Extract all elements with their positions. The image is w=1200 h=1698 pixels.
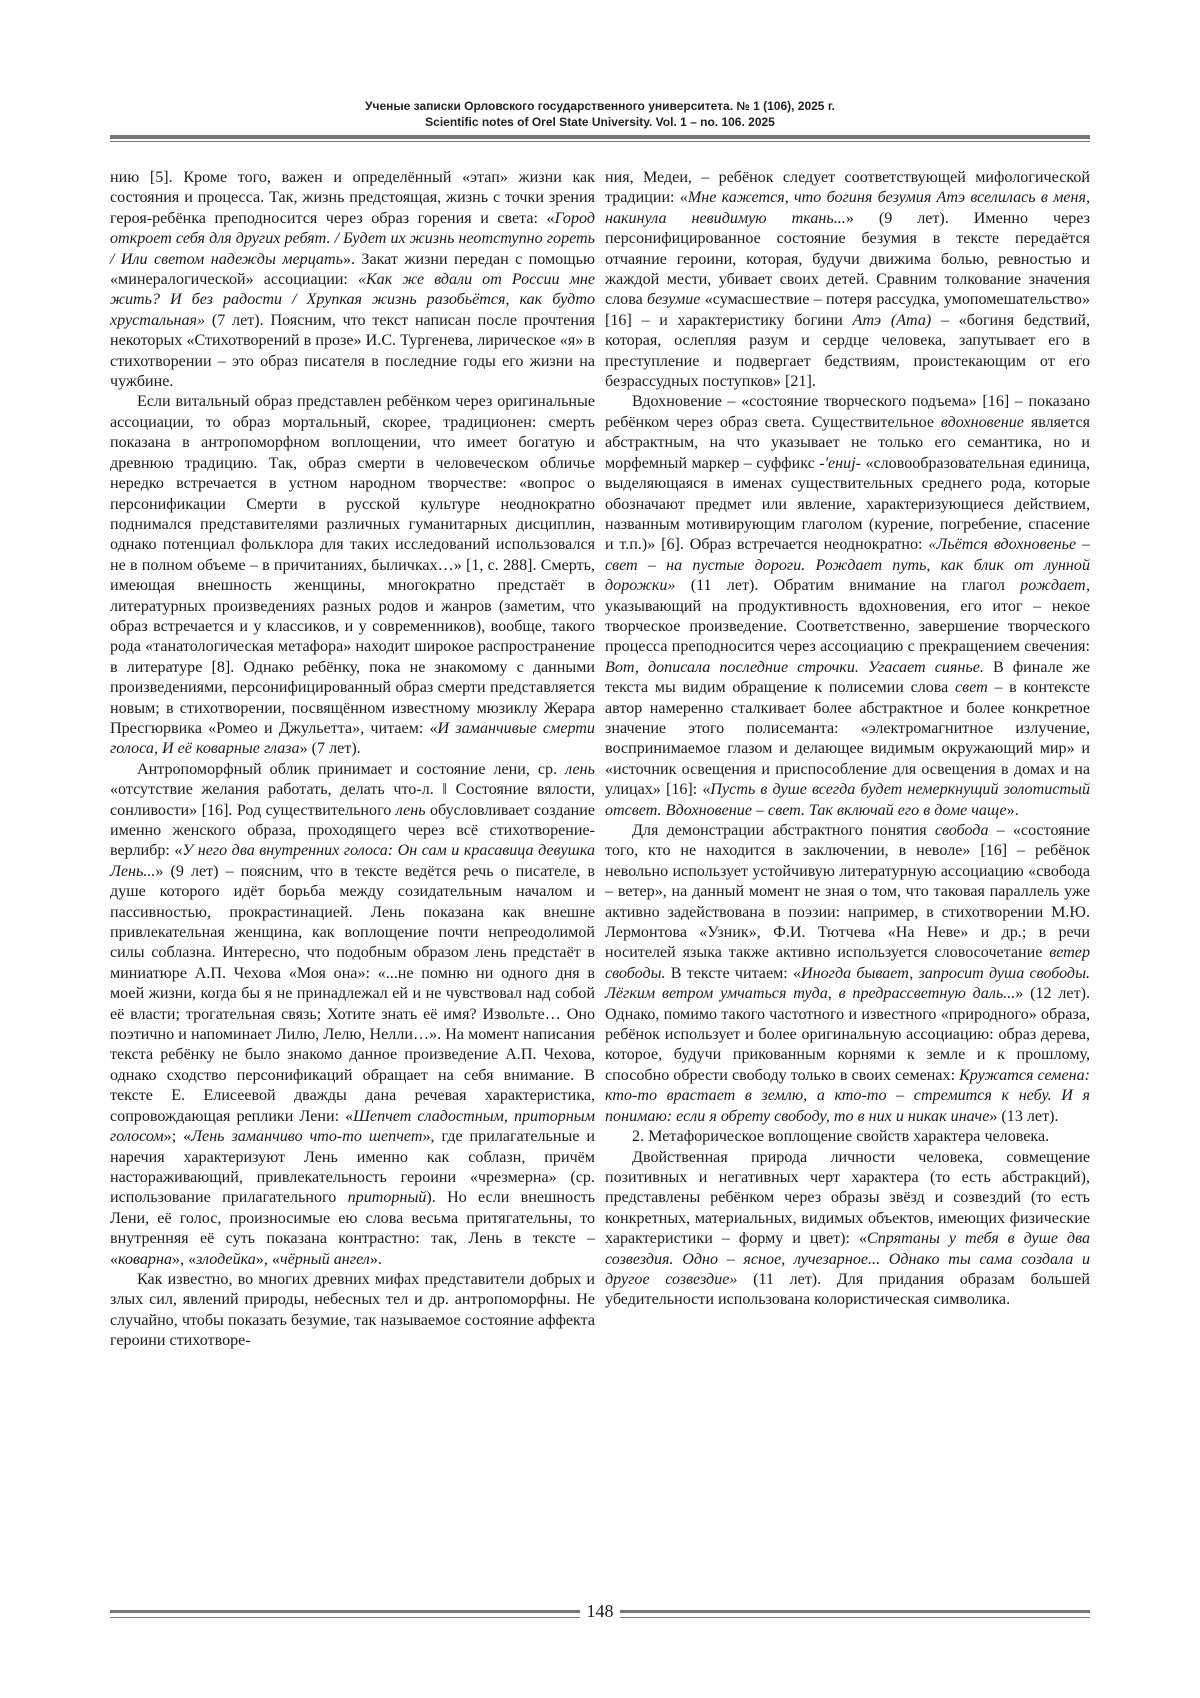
- journal-title-en: Scientific notes of Orel State University. Vol. 1 – no. 106. 2025: [425, 115, 775, 129]
- paragraph: Как известно, во многих древних мифах представители добрых и злых сил, явлений природы, небесных тел и др. антропоморфны. Не случайно, чтобы показать безумие, так называемое состояние аффекта героини стихотворе-: [110, 1270, 595, 1350]
- footer-rule-left-thin: [110, 1617, 580, 1618]
- journal-header: [110, 98, 1090, 130]
- header-rule-thin: [110, 141, 1090, 142]
- page-number: 148: [586, 1601, 614, 1621]
- paragraph: ния, Медеи, – ребёнок следует соответствующей мифологической традиции: «Мне кажется, что богиня безумия Атэ вселилась в меня, накинула невидимую ткань...» (9 лет). Именно через персонифицированное состояние безумия в тексте передаётся отчаяние героини, которая, будучи движима болью, ревностью и жаждой мести, убивает своих детей. Сравним толкование значения слова безумие «сумасшествие – потеря рассудка, умопомешательство» [16] – и характеристику богини Атэ (Ата) – «богиня бедствий, которая, ослепляя разум и сердце человека, запутывает его в преступление и подвергает бедствиям, проистекающим от его безрассудных поступков» [21].: [605, 169, 1090, 391]
- header-rule-thick: [110, 135, 1090, 139]
- left-column: [110, 168, 595, 1352]
- paragraph: Вдохновение – «состояние творческого подъема» [16] – показано ребёнком через образ света. Существительное вдохновение является абстрактным, на что указывает не только его семантика, но и морфемный маркер – суффикс -'ениј- «словообразовательная единица, выделяющаяся в именах существительных среднего рода, которые обозначают предмет или явление, характеризующиеся действием, названным мотивирующим глаголом (курение, погребение, спасение и т.п.)» [6]. Образ встречается неоднократно: «Льётся вдохновенье – свет – на пустые дороги. Рождает путь, как блик от лунной дорожки» (11 лет). Обратим внимание на глагол рождает, указывающий на продуктивность вдохновения, его итог – некое творческое произведение. Соответственно, завершение творческого процесса преподносится через ассоциацию с прекращением свечения: Вот, дописала последние строчки. Угасает сиянье. В финале же текста мы видим обращение к полисемии слова свет – в контексте автор намеренно сталкивает более абстрактное и более конкретное значение этого полисеманта: «электромагнитное излучение, воспринимаемое глазом и делающее видимым окружающий мир» и «источник освещения и приспособление для освещения в домах и на улицах» [16]: «Пусть в душе всегда будет немеркнущий золотистый отсвет. Вдохновение – свет. Так включай его в доме чаще».: [605, 393, 1090, 819]
- paragraph: Для демонстрации абстрактного понятия свобода – «состояние того, кто не находится в заключении, в неволе» [16] – ребёнок невольно использует устойчивую литературную ассоциацию «свобода – ветер», на данный момент не зная о том, что таковая параллель уже активно задействована в поэзии: например, в стихотворении М.Ю. Лермонтова «Узник», Ф.И. Тютчева «На Неве» и др.; в речи носителей языка также активно используется словосочетание ветер свободы. В тексте читаем: «Иногда бывает, запросит душа свободы. Лёгким ветром умчаться туда, в предрассветную даль...» (12 лет). Однако, помимо такого частотного и известного «природного» образа, ребёнок использует и более оригинальную ассоциацию: образ дерева, которое, будучи прикованным корнями к земле и к прошлому, способно обрести свободу только в своих семенах: Кружатся семена: кто-то врастает в землю, а кто-то – стремится к небу. И я понимаю: если я обрету свободу, то в них и никак иначе» (13 лет).: [605, 822, 1090, 1125]
- paragraph: Антропоморфный облик принимает и состояние лени, ср. лень «отсутствие желания работать, делать что-л. ‖ Состояние вялости, сонливости» [16]. Род существительного лень обусловливает создание именно женского образа, проходящего через всё стихотворение-верлибр: «У него два внутренних голоса: Он сам и красавица девушка Лень...» (9 лет) – поясним, что в тексте ведётся речь о писателе, в душе которого идёт борьба между созидательным началом и пассивностью, прокрастинацией. Лень показана как внешне привлекательная женщина, как воплощение почти непреодолимой силы соблазна. Интересно, что подобным образом лень предстаёт в миниатюре А.П. Чехова «Моя она»: «...не помню ни одного дня в моей жизни, когда бы я не принадлежал ей и не чувствовал над собой её власти; трогательная связь; Хотите знать её имя? Извольте… Оно поэтично и напоминает Лилю, Лелю, Нелли…». На момент написания текста ребёнку не было знакомо данное произведение А.П. Чехова, однако сходство персонификаций обращает на себя внимание. В тексте Е. Елисеевой дважды дана речевая характеристика, сопровождающая реплики Лени: «Шепчет сладостным, приторным голосом»; «Лень заманчиво что-то шепчет», где прилагательные и наречия характеризуют Лень именно как соблазн, причём настораживающий, привлекательность героини «чрезмерна» (ср. использование прилагательного приторный). Но если внешность Лени, её голос, произносимые ею слова весьма притягательны, то внутренняя её суть показана контрастно: так, Лень в тексте – «коварна», «злодейка», «чёрный ангел».: [110, 760, 596, 1268]
- footer-rule-left: [110, 1610, 580, 1613]
- numbered-heading: 2. Метафорическое воплощение свойств характера человека.: [632, 1128, 1050, 1146]
- footer-rule-right: [620, 1610, 1090, 1613]
- paragraph: нию [5]. Кроме того, важен и определённый «этап» жизни как состояния и процесса. Так, жизнь предстоящая, жизнь с точки зрения героя-ребёнка преподносится через образ горения и света: «Город откроет себя для других ребят. / Будет их жизнь неотступно гореть / Или светом надежды мерцать». Закат жизни передан с помощью «минералогической» ассоциации: «Как же вдали от России мне жить? И без радости / Хрупкая жизнь разобьётся, как будто хрустальная» (7 лет). Поясним, что текст написан после прочтения некоторых «Стихотворений в прозе» И.С. Тургенева, лирическое «я» в стихотворении – это образ писателя в последние годы его жизни на чужбине.: [110, 169, 595, 391]
- footer-rule-right-thin: [620, 1617, 1090, 1618]
- journal-title-ru: Ученые записки Орловского государственного университета. № 1 (106), 2025 г.: [365, 99, 835, 113]
- paragraph: Двойственная природа личности человека, совмещение позитивных и негативных черт характера (то есть абстракций), представлены ребёнком через образы звёзд и созвездий (то есть конкретных, материальных, видимых объектов, имеющих физические характеристики – форму и цвет): «Спрятаны у тебя в душе два созвездия. Одно – ясное, лучезарное... Однако ты сама создала и другое созвездие» (11 лет). Для придания образам большей убедительности использована колористическая символика.: [605, 1148, 1090, 1309]
- paragraph: Если витальный образ представлен ребёнком через оригинальные ассоциации, то образ мортальный, скорее, традиционен: смерть показана в антропоморфном воплощении, что имеет богатую и древнюю традицию. Так, образ смерти в человеческом обличье нередко встречается в устном народном творчестве: «вопрос о персонификации Смерти в русской культуре неоднократно поднимался представителями различных гуманитарных дисциплин, однако потенциал фольклора для таких исследований использовался не в полном объеме – в причитаниях, быличках…» [1, с. 288]. Смерть, имеющая внешность женщины, многократно предстаёт в литературных произведениях разных родов и жанров (заметим, что образ встречается и у классиков, и у современников), вообще, такого рода «танатологическая метафора» находит широкое распространение в литературе [8]. Однако ребёнку, пока не знакомому с данными произведениями, персонифицированный образ смерти представляется новым; в стихотворении, посвящённом известному мюзиклу Жерара Пресгюрвика «Ромео и Джульетта», читаем: «И заманчивые смерти голоса, И её коварные глаза» (7 лет).: [110, 393, 595, 758]
- right-column: [605, 168, 1090, 1311]
